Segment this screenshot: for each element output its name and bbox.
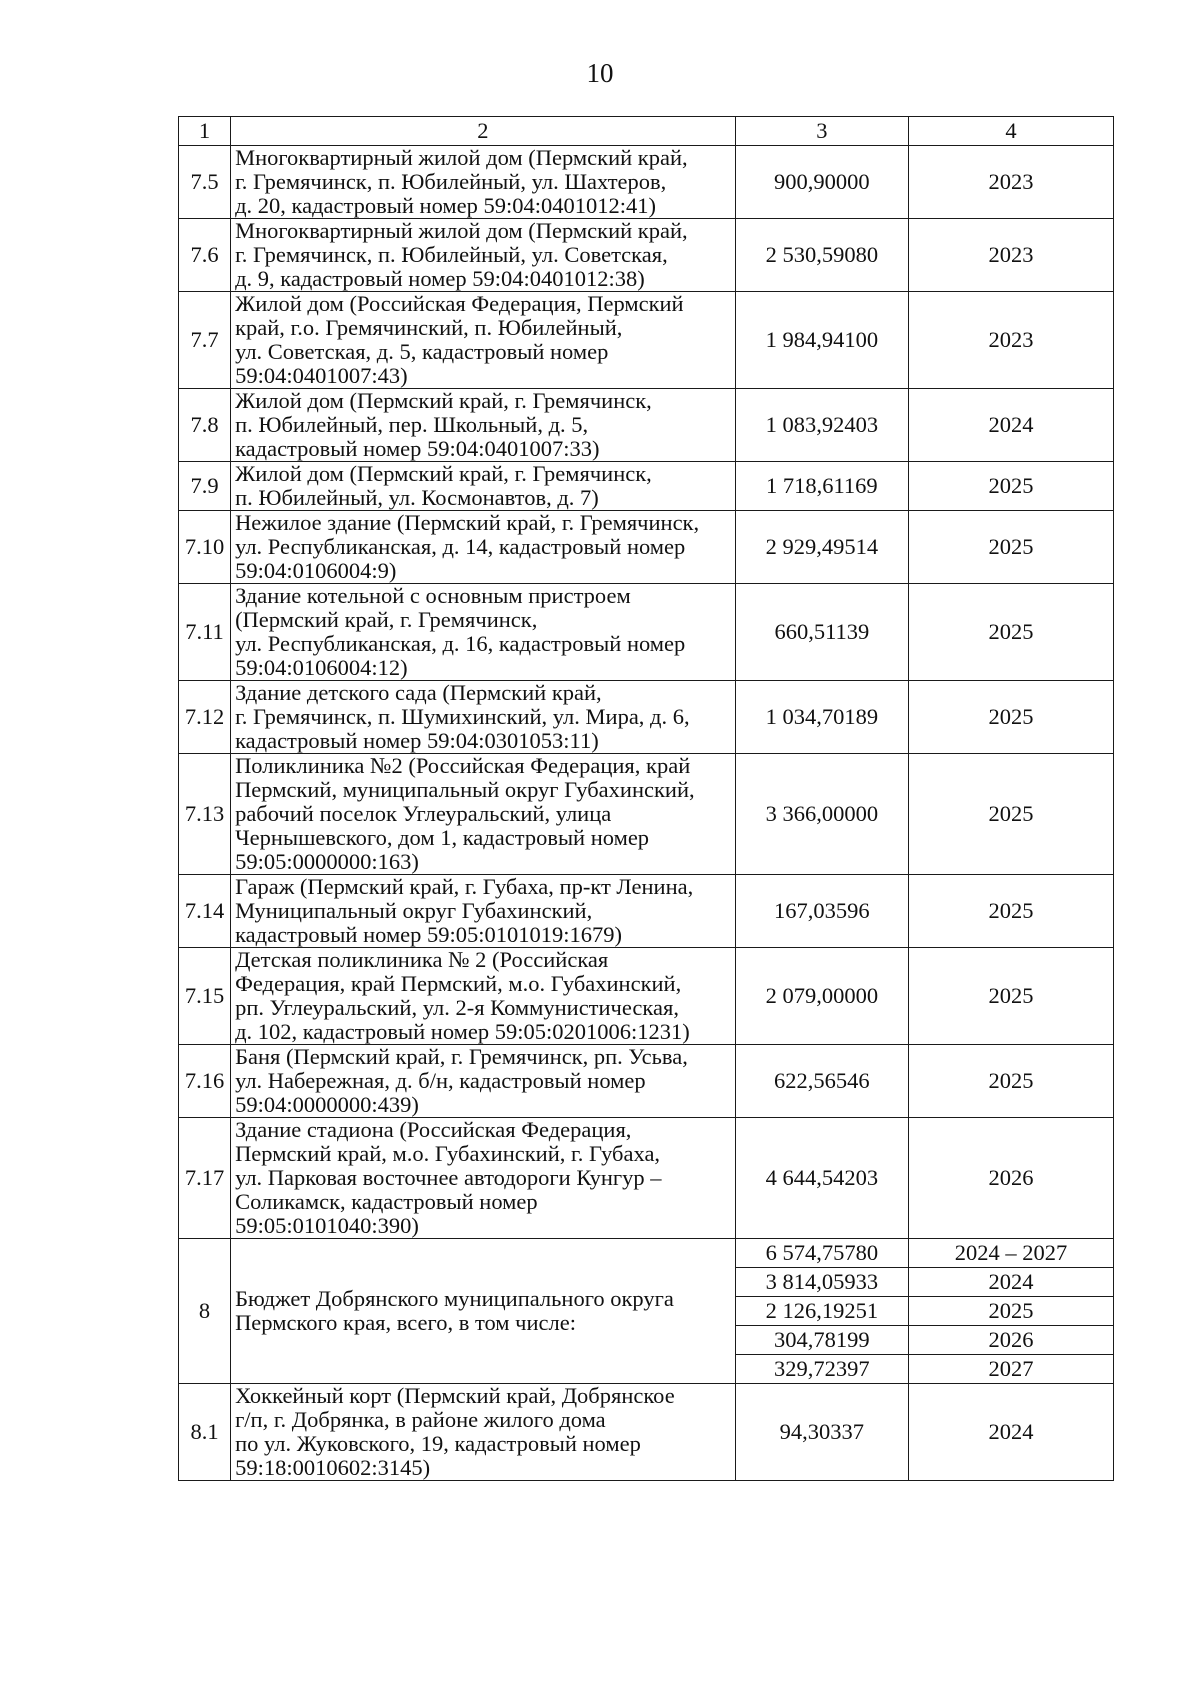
row-number: 7.15 xyxy=(179,948,231,1045)
year-value: 2025 xyxy=(908,584,1113,681)
header-col-4: 4 xyxy=(908,117,1113,146)
year-value: 2025 xyxy=(908,462,1113,511)
row-number: 7.7 xyxy=(179,292,231,389)
amount-value: 2 929,49514 xyxy=(735,511,908,584)
object-description: Баня (Пермский край, г. Гремячинск, рп. Усьва, ул. Набережная, д. б/н, кадастровый номер 59:04:0000000:439) xyxy=(231,1045,736,1118)
object-description: Нежилое здание (Пермский край, г. Гремячинск, ул. Республиканская, д. 14, кадастровый номер 59:04:0106004:9) xyxy=(231,511,736,584)
budget-amount: 2 126,19251 xyxy=(735,1297,908,1326)
object-description: Жилой дом (Российская Федерация, Пермский край, г.о. Гремячинский, п. Юбилейный, ул. Советская, д. 5, кадастровый номер 59:04:0401007:43) xyxy=(231,292,736,389)
table-row xyxy=(179,875,1114,948)
row-number: 7.10 xyxy=(179,511,231,584)
year-value: 2025 xyxy=(908,875,1113,948)
budget-amount: 6 574,75780 xyxy=(735,1239,908,1268)
year-value: 2024 xyxy=(908,389,1113,462)
year-value: 2025 xyxy=(908,1045,1113,1118)
row-number: 7.17 xyxy=(179,1118,231,1239)
budget-number: 8 xyxy=(179,1239,231,1384)
budget-year: 2025 xyxy=(908,1297,1113,1326)
header-col-3: 3 xyxy=(735,117,908,146)
table-row xyxy=(179,219,1114,292)
amount-value: 1 984,94100 xyxy=(735,292,908,389)
amount-value: 2 079,00000 xyxy=(735,948,908,1045)
table-row xyxy=(179,462,1114,511)
budget-row xyxy=(179,1239,1114,1268)
budget-year: 2027 xyxy=(908,1355,1113,1384)
header-col-1: 1 xyxy=(179,117,231,146)
table-row xyxy=(179,389,1114,462)
object-description: Гараж (Пермский край, г. Губаха, пр-кт Ленина, Муниципальный округ Губахинский, кадастровый номер 59:05:0101019:1679) xyxy=(231,875,736,948)
amount-value: 622,56546 xyxy=(735,1045,908,1118)
budget-year: 2024 xyxy=(908,1268,1113,1297)
table-row xyxy=(179,292,1114,389)
year-value: 2023 xyxy=(908,146,1113,219)
row-number: 7.13 xyxy=(179,754,231,875)
table-row xyxy=(179,681,1114,754)
page-number: 10 xyxy=(586,58,614,88)
object-description: Хоккейный корт (Пермский край, Добрянское г/п, г. Добрянка, в районе жилого дома по ул. Жуковского, 19, кадастровый номер 59:18:0010602:3145) xyxy=(231,1384,736,1481)
year-value: 2023 xyxy=(908,219,1113,292)
year-value: 2025 xyxy=(908,754,1113,875)
table-header-row xyxy=(179,117,1114,146)
amount-value: 94,30337 xyxy=(735,1384,908,1481)
allocation-table xyxy=(178,116,1114,1481)
table-row xyxy=(179,1045,1114,1118)
amount-value: 4 644,54203 xyxy=(735,1118,908,1239)
table-row xyxy=(179,754,1114,875)
row-number: 7.14 xyxy=(179,875,231,948)
amount-value: 660,51139 xyxy=(735,584,908,681)
object-description: Здание детского сада (Пермский край, г. Гремячинск, п. Шумихинский, ул. Мира, д. 6, кадастровый номер 59:04:0301053:11) xyxy=(231,681,736,754)
budget-year: 2026 xyxy=(908,1326,1113,1355)
budget-description: Бюджет Добрянского муниципального округа Пермского края, всего, в том числе: xyxy=(231,1239,736,1384)
table-row xyxy=(179,948,1114,1045)
amount-value: 167,03596 xyxy=(735,875,908,948)
row-number: 8.1 xyxy=(179,1384,231,1481)
row-number: 7.11 xyxy=(179,584,231,681)
year-value: 2026 xyxy=(908,1118,1113,1239)
budget-amount: 329,72397 xyxy=(735,1355,908,1384)
amount-value: 1 083,92403 xyxy=(735,389,908,462)
row-number: 7.9 xyxy=(179,462,231,511)
object-description: Детская поликлиника № 2 (Российская Федерация, край Пермский, м.о. Губахинский, рп. Углеуральский, ул. 2-я Коммунистическая, д. 102, кадастровый номер 59:05:0201006:1231) xyxy=(231,948,736,1045)
table-row xyxy=(179,1118,1114,1239)
row-number: 7.5 xyxy=(179,146,231,219)
object-description: Здание котельной с основным пристроем (Пермский край, г. Гремячинск, ул. Республиканская, д. 16, кадастровый номер 59:04:0106004:12) xyxy=(231,584,736,681)
year-value: 2023 xyxy=(908,292,1113,389)
table-row xyxy=(179,584,1114,681)
year-value: 2025 xyxy=(908,511,1113,584)
year-value: 2025 xyxy=(908,948,1113,1045)
table-row xyxy=(179,511,1114,584)
year-value: 2025 xyxy=(908,681,1113,754)
object-description: Жилой дом (Пермский край, г. Гремячинск, п. Юбилейный, ул. Космонавтов, д. 7) xyxy=(231,462,736,511)
object-description: Поликлиника №2 (Российская Федерация, край Пермский, муниципальный округ Губахинский, рабочий поселок Углеуральский, улица Чернышевского, дом 1, кадастровый номер 59:05:0000000:163) xyxy=(231,754,736,875)
row-number: 7.6 xyxy=(179,219,231,292)
amount-value: 2 530,59080 xyxy=(735,219,908,292)
amount-value: 1 718,61169 xyxy=(735,462,908,511)
table-row xyxy=(179,146,1114,219)
object-description: Многоквартирный жилой дом (Пермский край, г. Гремячинск, п. Юбилейный, ул. Шахтеров, д. 20, кадастровый номер 59:04:0401012:41) xyxy=(231,146,736,219)
budget-amount: 304,78199 xyxy=(735,1326,908,1355)
row-number: 7.12 xyxy=(179,681,231,754)
row-number: 7.8 xyxy=(179,389,231,462)
header-col-2: 2 xyxy=(231,117,736,146)
row-number: 7.16 xyxy=(179,1045,231,1118)
year-value: 2024 xyxy=(908,1384,1113,1481)
budget-amount: 3 814,05933 xyxy=(735,1268,908,1297)
amount-value: 900,90000 xyxy=(735,146,908,219)
object-description: Здание стадиона (Российская Федерация, Пермский край, м.о. Губахинский, г. Губаха, ул. Парковая восточнее автодороги Кунгур – Соликамск, кадастровый номер 59:05:0101040:390) xyxy=(231,1118,736,1239)
amount-value: 3 366,00000 xyxy=(735,754,908,875)
amount-value: 1 034,70189 xyxy=(735,681,908,754)
object-description: Многоквартирный жилой дом (Пермский край, г. Гремячинск, п. Юбилейный, ул. Советская, д. 9, кадастровый номер 59:04:0401012:38) xyxy=(231,219,736,292)
table-row xyxy=(179,1384,1114,1481)
object-description: Жилой дом (Пермский край, г. Гремячинск, п. Юбилейный, пер. Школьный, д. 5, кадастровый номер 59:04:0401007:33) xyxy=(231,389,736,462)
budget-year: 2024 – 2027 xyxy=(908,1239,1113,1268)
